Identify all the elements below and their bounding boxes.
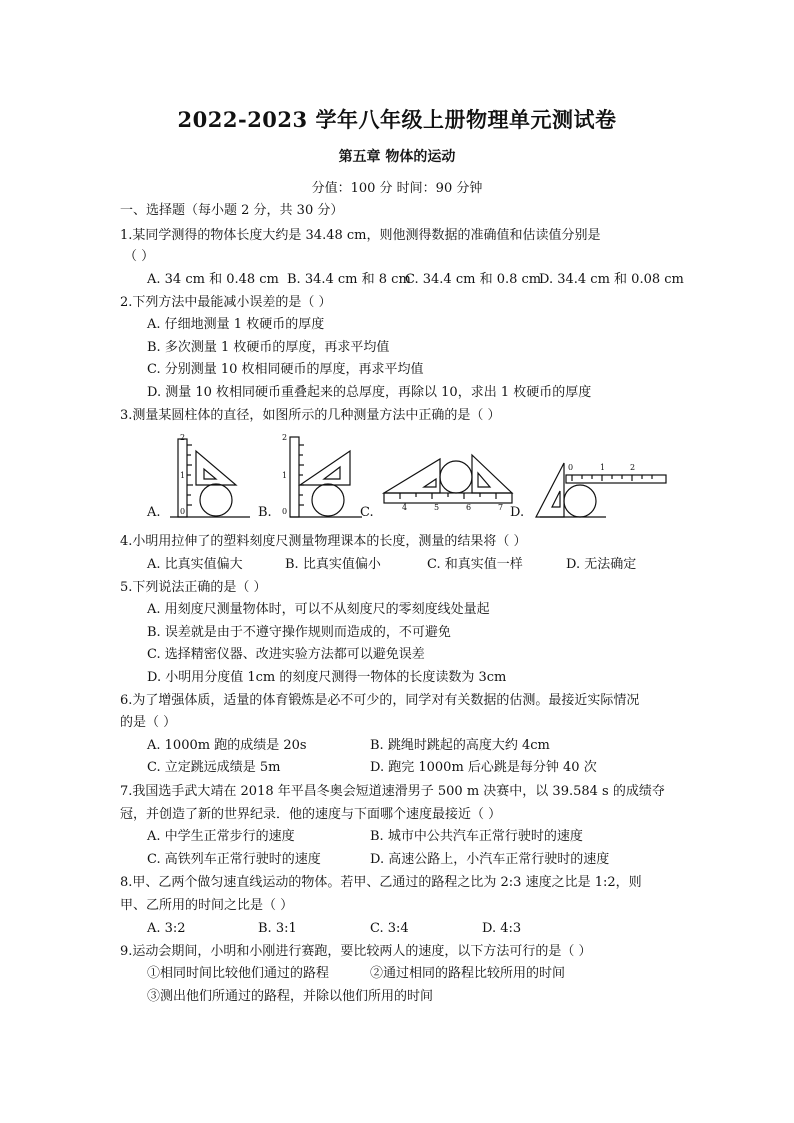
q9-statement-2: ②通过相同的路程比较所用的时间 (370, 966, 566, 981)
figure-a-label: A. (147, 505, 161, 520)
figure-c-tick: 7 (498, 503, 504, 512)
figure-c-tick: 4 (402, 503, 408, 512)
q1-stem-paren: （ ） (124, 249, 155, 264)
figure-b-label: B. (258, 505, 272, 520)
q7-option-c: C. 高铁列车正常行驶时的速度 (147, 852, 321, 867)
q7-stem: 7.我国选手武大靖在 2018 年平昌冬奥会短道速滑男子 500 m 决赛中，以 39.584 s 的成绩夺 (120, 784, 665, 799)
figure-c-label: C. (360, 505, 374, 520)
q8-option-c: C. 3:4 (370, 921, 409, 936)
q4-stem: 4.小明用拉伸了的塑料刻度尺测量物理课本的长度，测量的结果将（ ） (120, 534, 527, 549)
exam-title: 2022-2023 学年八年级上册物理单元测试卷 (177, 107, 617, 132)
q8-option-b: B. 3:1 (258, 921, 297, 936)
q2-option-b: B. 多次测量 1 枚硬币的厚度，再求平均值 (147, 340, 390, 355)
q4-option-a: A. 比真实值偏大 (147, 557, 243, 572)
q6-option-c: C. 立定跳远成绩是 5m (147, 760, 281, 775)
chapter-title: 第五章 物体的运动 (338, 149, 456, 165)
q7-option-a: A. 中学生正常步行的速度 (147, 829, 295, 844)
figure-a-tick: 0 (180, 507, 186, 516)
figure-c (384, 455, 512, 503)
q6-stem: 6.为了增强体质，适量的体育锻炼是必不可少的，同学对有关数据的估测。最接近实际情况 (120, 693, 640, 708)
q2-option-d: D. 测量 10 枚相同硬币重叠起来的总厚度，再除以 10，求出 1 枚硬币的厚度 (147, 385, 592, 400)
q5-option-a: A. 用刻度尺测量物体时，可以不从刻度尺的零刻度线处量起 (147, 602, 490, 617)
figure-c-tick: 6 (466, 503, 472, 512)
q9-statement-3: ③测出他们所通过的路程，并除以他们所用的时间 (147, 989, 434, 1004)
figure-d-tick: 2 (630, 463, 636, 472)
q9-stem: 9.运动会期间，小明和小刚进行赛跑，要比较两人的速度，以下方法可行的是（ ） (120, 944, 592, 959)
q9-statement-1: ①相同时间比较他们通过的路程 (147, 966, 330, 981)
figure-b-tick: 0 (282, 507, 288, 516)
q4-option-b: B. 比真实值偏小 (285, 557, 381, 572)
q3-stem: 3.测量某圆柱体的直径，如图所示的几种测量方法中正确的是（ ） (120, 408, 501, 423)
q2-stem: 2.下列方法中最能减小误差的是（ ） (120, 295, 332, 310)
figure-c-tick: 5 (434, 503, 440, 512)
q5-option-d: D. 小明用分度值 1cm 的刻度尺测得一物体的长度读数为 3cm (147, 670, 507, 685)
q1-option-d: D. 34.4 cm 和 0.08 cm (539, 272, 684, 287)
q8-option-d: D. 4:3 (482, 921, 522, 936)
figure-a-tick: 2 (180, 433, 186, 442)
q4-option-d: D. 无法确定 (566, 557, 637, 572)
figure-b-tick: 2 (282, 433, 288, 442)
figure-b-tick: 1 (282, 471, 288, 480)
q5-stem: 5.下列说法正确的是（ ） (120, 580, 267, 595)
figure-a-tick: 1 (180, 471, 186, 480)
q3-figure (140, 433, 680, 525)
q5-option-b: B. 误差就是由于不遵守操作规则而造成的，不可避免 (147, 625, 451, 640)
q1-option-a: A. 34 cm 和 0.48 cm (147, 272, 279, 287)
figure-d-tick: 1 (600, 463, 606, 472)
q1-option-b: B. 34.4 cm 和 8 cm (287, 272, 411, 287)
q2-option-c: C. 分别测量 10 枚相同硬币的厚度，再求平均值 (147, 362, 424, 377)
figure-d-label: D. (510, 505, 525, 520)
figure-d-tick: 0 (568, 463, 574, 472)
q6-stem-cont: 的是（ ） (120, 715, 177, 730)
q5-option-c: C. 选择精密仪器、改进实验方法都可以避免误差 (147, 647, 425, 662)
q1-stem: 1.某同学测得的物体长度大约是 34.48 cm，则他测得数据的准确值和估读值分别是 (120, 228, 601, 243)
section-heading: 一、选择题（每小题 2 分，共 30 分） (120, 203, 344, 218)
q6-option-a: A. 1000m 跑的成绩是 20s (147, 738, 307, 753)
q3-measurement-diagrams (140, 433, 680, 525)
q7-option-b: B. 城市中公共汽车正常行驶时的速度 (370, 829, 583, 844)
q6-option-d: D. 跑完 1000m 后心跳是每分钟 40 次 (370, 760, 597, 775)
q8-stem: 8.甲、乙两个做匀速直线运动的物体。若甲、乙通过的路程之比为 2:3 速度之比是 1:2，则 (120, 875, 642, 890)
q6-option-b: B. 跳绳时跳起的高度大约 4cm (370, 738, 550, 753)
q7-stem-cont: 冠，并创造了新的世界纪录．他的速度与下面哪个速度最接近（ ） (120, 807, 502, 822)
exam-meta: 分值：100 分 时间：90 分钟 (311, 181, 483, 196)
q1-option-c: C. 34.4 cm 和 0.8 cm (405, 272, 542, 287)
q2-option-a: A. 仔细地测量 1 枚硬币的厚度 (147, 317, 325, 332)
q4-option-c: C. 和真实值一样 (427, 557, 523, 572)
figure-b (290, 437, 362, 517)
q7-option-d: D. 高速公路上，小汽车正常行驶时的速度 (370, 852, 610, 867)
q8-stem-cont: 甲、乙所用的时间之比是（ ） (120, 898, 294, 913)
q8-option-a: A. 3:2 (147, 921, 186, 936)
